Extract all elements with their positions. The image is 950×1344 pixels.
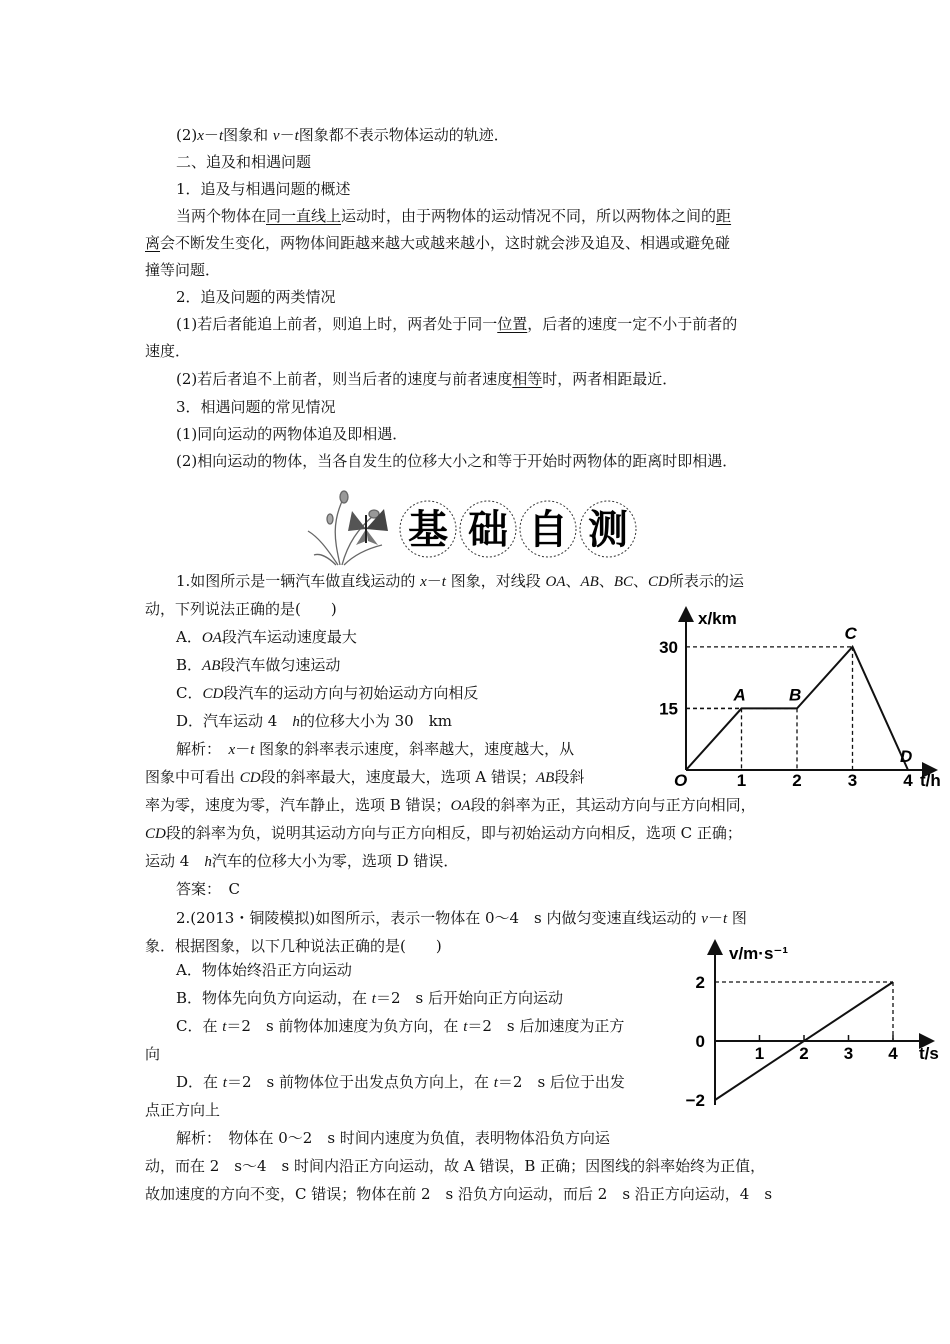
underlined-blank: 位置 [497,315,528,333]
text: 段斜 [554,768,585,786]
text: － [426,572,442,590]
segment-OA: OA [450,798,471,814]
text: 图象的斜率表示速度，斜率越大，速度越大，从 [254,740,575,758]
q1-explanation-cont [145,767,584,788]
x-axis-label: t/s [919,1044,939,1063]
text: C． [176,684,203,702]
point-label-c: C [844,623,857,643]
var-v: v [701,911,708,927]
text: 会不断发生变化，两物体间距越来越大或越来越小，这时就会涉及追及、相遇或避免碰 [160,234,731,252]
case-1-cont: 速度． [145,342,191,360]
underlined-blank: 同一直线上 [266,207,342,225]
x-tick-label: 3 [847,771,858,790]
y-axis-label: x/km [698,609,737,628]
meet-case-1: (1)同向运动的两物体追及即相遇． [176,425,408,443]
text: ＝2 s 后开始向正方向运动 [375,989,563,1007]
text: 2.(2013・铜陵模拟)如图所示，表示一物体在 0～4 s 内做匀变速直线运动的 [176,909,702,927]
var-t: t [371,991,376,1007]
underlined-blank: 距 [716,207,732,225]
segment-CD: CD [648,574,669,590]
q2-option-a: A．物体始终沿正方向运动 [176,961,352,979]
segment-OA: OA [545,574,566,590]
text: ＝2 s 后位于出发 [497,1073,625,1091]
q1-option-b [176,655,340,676]
xt-graph [640,600,946,795]
q1-answer: 答案： C [176,880,240,898]
underlined-blank: 离 [145,234,161,252]
segment-CD: CD [239,770,261,786]
var-t: t [294,128,299,144]
q2-option-b [176,988,563,1009]
text: ＝2 s 前物体位于出发点负方向上，在 [226,1073,494,1091]
q1-explanation [176,739,574,760]
text: 汽车的位移大小为零，选项 D 错误． [211,852,459,870]
text: 1.如图所示是一辆汽车做直线运动的 [176,572,421,590]
q1-option-a [176,627,357,648]
section-banner [300,485,640,570]
var-x: x [197,128,204,144]
q2-option-d-cont: 点正方向上 [145,1101,221,1119]
text: D．在 [176,1073,223,1091]
x-tick-label: 3 [843,1044,854,1063]
var-h: h [292,714,300,730]
intro-line-1 [176,125,509,146]
text: ＝2 s 后加速度为正方 [467,1017,625,1035]
q2-explanation-cont: 动，而在 2 s～4 s 时间内沿正方向运动，故 A 错误，B 正确；因图线的斜率始终为正值， [145,1157,766,1175]
text: 段的斜率为正，其运动方向与正方向相同， [470,796,756,814]
case-1 [176,314,737,334]
para-line [145,233,730,253]
y-tick-label: 0 [695,1032,705,1051]
text: (2)若后者追不上前者，则当后者的速度与前者速度 [176,370,513,388]
text: 所表示的运 [668,572,744,590]
q1-explanation-cont [145,823,742,844]
underlined-blank: 相等 [512,370,543,388]
meet-case-2: (2)相向运动的物体，当各自发生的位移大小之和等于开始时两物体的距离时即相遇． [176,452,738,470]
x-axis-label: t/h [920,771,941,790]
text: (1)若后者能追上前者，则追上时，两者处于同一 [176,315,498,333]
var-t: t [463,1019,468,1035]
text: (2) [176,126,198,144]
x-tick-label: 1 [754,1044,765,1063]
q2-stem-cont: 象．根据图象，以下几种说法正确的是( ) [145,937,442,955]
q1-stem [176,571,744,592]
var-x: x [228,742,236,758]
text: C．在 [176,1017,223,1035]
x-tick-label: 1 [736,771,747,790]
text: － [203,126,219,144]
text: 、 [598,572,614,590]
q1-option-d [176,711,452,732]
var-t: t [222,1075,227,1091]
var-t: t [441,574,446,590]
q2-explanation: 解析： 物体在 0～2 s 时间内速度为负值，表明物体沿负方向运 [176,1129,610,1147]
var-t: t [250,742,255,758]
y-tick-label: −2 [685,1091,705,1110]
section-heading: 二、追及和相遇问题 [176,153,312,171]
q1-stem-cont: 动，下列说法正确的是( ) [145,600,337,618]
var-h: h [204,854,212,870]
case-2 [176,369,677,389]
q2-option-d [176,1072,625,1093]
text: 段的斜率为负，说明其运动方向与正方向相反，即与初始运动方向相反，选项 C 正确； [165,824,742,842]
var-t: t [222,1019,227,1035]
text: 图象，对线段 [445,572,546,590]
text: 段汽车的运动方向与初始运动方向相反 [223,684,479,702]
para-line: 撞等问题． [145,261,221,279]
q2-option-c-cont: 向 [145,1045,161,1063]
var-x: x [420,574,427,590]
x-tick-label: 2 [799,1044,809,1063]
para-line [176,206,731,226]
text: 段汽车运动速度最大 [221,628,357,646]
y-axis-label: v/m·s⁻¹ [729,944,789,963]
var-v: v [272,128,280,144]
q2-explanation-cont: 故加速度的方向不变，C 错误；物体在前 2 s 沿负方向运动，而后 2 s 沿正方向运动，4 s [145,1185,773,1203]
x-tick-label: 2 [792,771,802,790]
text: 、 [633,572,649,590]
var-t: t [493,1075,498,1091]
point-label-b: B [789,685,802,705]
q1-explanation-cont [145,851,458,872]
text: 当两个物体在 [176,207,267,225]
text: － [279,126,295,144]
y-tick-label: 15 [659,699,678,719]
text: 时，两者相距最近． [542,370,678,388]
segment-CD: CD [202,686,224,702]
banner-char-4: 测 [588,506,628,553]
q2-option-c [176,1016,624,1037]
banner-char-2: 础 [468,506,508,553]
segment-AB: AB [580,574,599,590]
text: 、 [565,572,581,590]
y-tick-label: 2 [695,973,705,992]
subheading-1: 1．追及与相遇问题的概述 [176,180,351,198]
text: 的位移大小为 30 km [299,712,453,730]
origin-label: O [674,771,688,790]
banner-char-1: 基 [408,506,448,553]
y-tick-label: 30 [659,637,678,657]
text: － [707,909,723,927]
text: A． [176,628,202,646]
x-tick-label: 4 [888,1044,898,1063]
segment-OA: OA [201,630,222,646]
subheading-3: 3．相遇问题的常见情况 [176,398,336,416]
butterfly-icon [348,509,388,545]
q1-explanation-cont [145,795,756,816]
banner-char-3: 自 [528,506,568,553]
var-t: t [722,911,728,927]
point-label-d: D [900,747,913,766]
text: 率为零，速度为零，汽车静止，选项 B 错误； [145,796,451,814]
text: 段的斜率最大，速度最大，选项 A 错误； [260,768,536,786]
q2-stem [176,908,747,929]
subheading-2: 2．追及问题的两类情况 [176,288,336,306]
text: 运动 4 [145,852,205,870]
segment-BC: BC [613,574,634,590]
banner-characters [400,501,636,557]
text: D．汽车运动 4 [176,712,293,730]
segment-AB: AB [202,658,221,674]
text: 段汽车做匀速运动 [220,656,341,674]
q1-option-c [176,683,478,704]
segment-CD: CD [145,826,166,842]
x-tick-label: 4 [903,771,913,790]
text: ＝2 s 前物体加速度为负方向，在 [226,1017,464,1035]
text: 解析： [176,740,229,758]
text: 运动时，由于两物体的运动情况不同，所以两物体之间的 [341,207,717,225]
segment-AB: AB [536,770,555,786]
point-label-a: A [733,685,746,705]
text: ，后者的速度一定不小于前者的 [527,315,738,333]
text: 图象都不表示物体运动的轨迹． [298,126,509,144]
var-t: t [218,128,224,144]
text: B．物体先向负方向运动，在 [176,989,372,1007]
text: 图 [727,909,747,927]
text: B． [176,656,203,674]
text: 图象和 [223,126,273,144]
text: － [235,740,251,758]
text: 图象中可看出 [145,768,240,786]
vt-graph [665,935,945,1115]
